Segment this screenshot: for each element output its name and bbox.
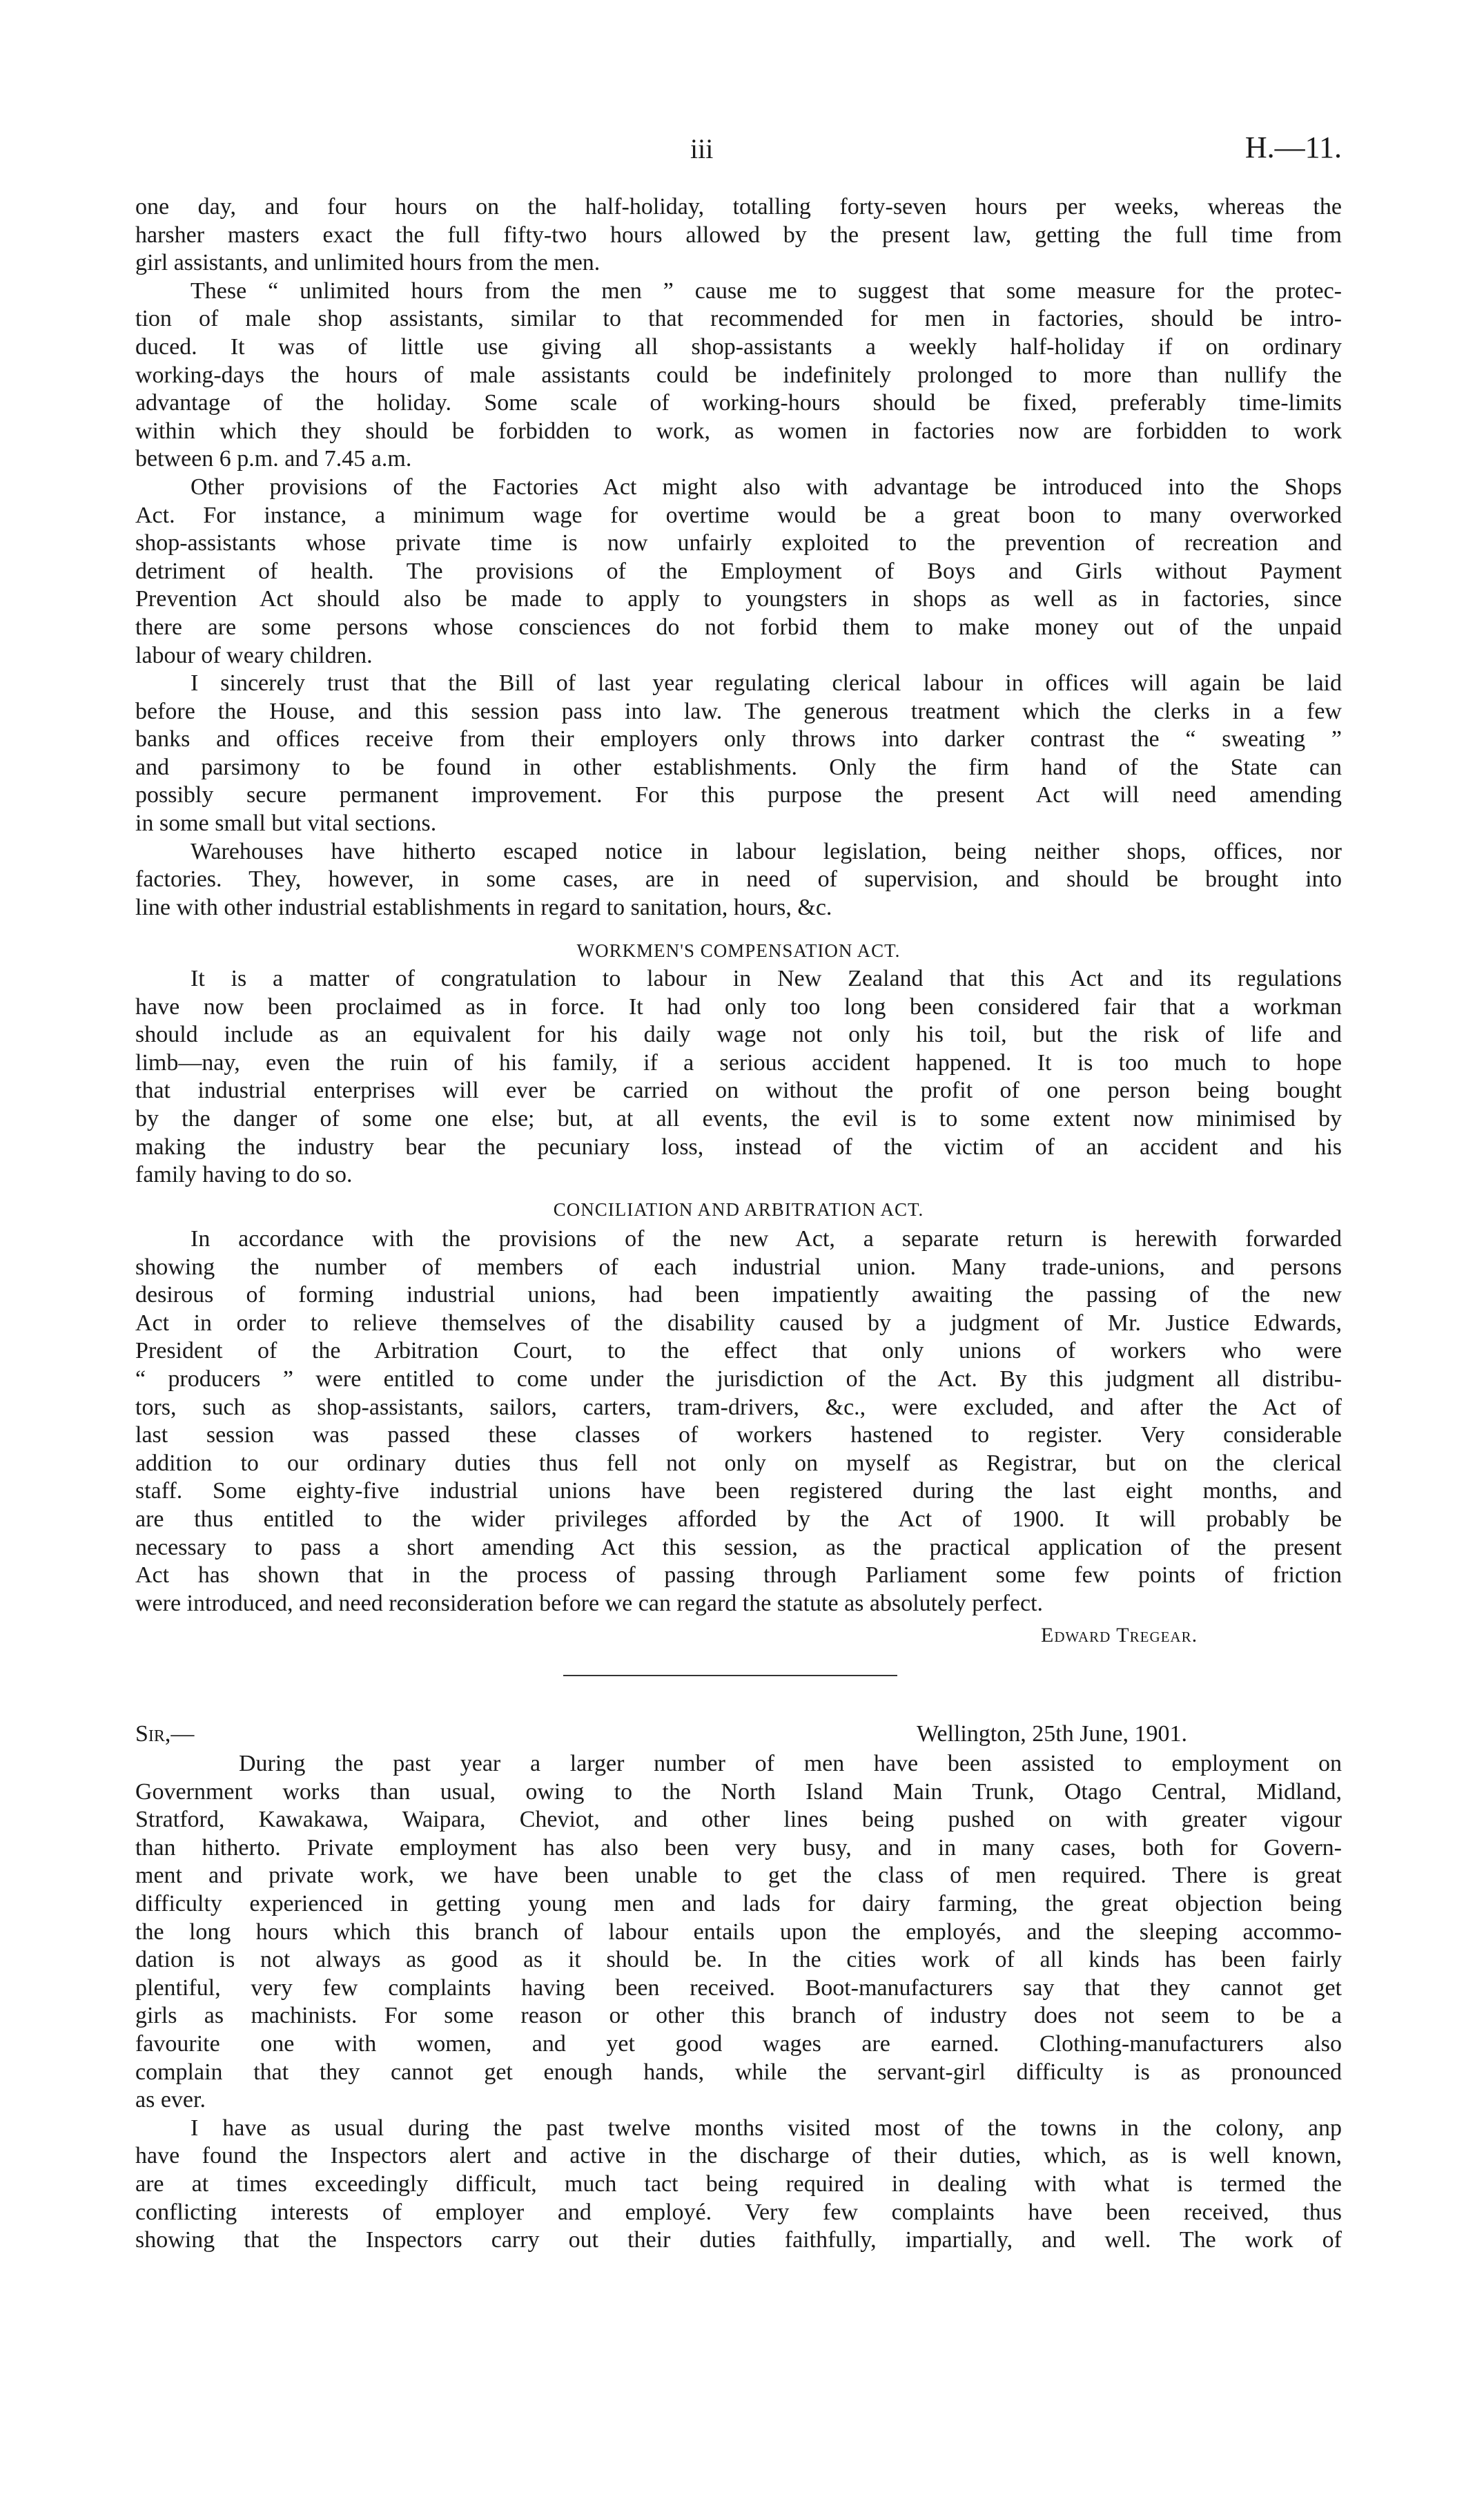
text-line: advantage of the holiday. Some scale of working-hours should be fixed, preferably time-limits: [135, 390, 1342, 416]
paragraph: [135, 2115, 1342, 2255]
paragraph: [135, 1225, 1342, 1618]
text-line: desirous of forming industrial unions, had been impatiently awaiting the passing of the new: [135, 1282, 1342, 1308]
text-line: Act has shown that in the process of passing through Parliament some few points of friction: [135, 1562, 1342, 1589]
text-line: staff. Some eighty-five industrial unions have been registered during the last eight months, and: [135, 1478, 1342, 1504]
conciliation-heading: CONCILIATION AND ARBITRATION ACT.: [553, 1199, 924, 1220]
text-line: Prevention Act should also be made to apply to youngsters in shops as well as in factories, since: [135, 586, 1342, 612]
text-line: I have as usual during the past twelve months visited most of the towns in the colony, anp: [191, 2115, 1342, 2141]
text-line: than hitherto. Private employment has also been very busy, and in many cases, both for Govern-: [135, 1834, 1342, 1861]
text-line: last session was passed these classes of workers hastened to register. Very considerable: [135, 1422, 1342, 1448]
text-line: before the House, and this session pass into law. The generous treatment which the clerks in a few: [135, 698, 1342, 724]
text-line: Warehouses have hitherto escaped notice in labour legislation, being neither shops, offices, nor: [191, 838, 1342, 864]
text-line: detriment of health. The provisions of the Employment of Boys and Girls without Payment: [135, 558, 1342, 584]
text-line: Stratford, Kawakawa, Waipara, Cheviot, and other lines being pushed on with greater vigour: [135, 1807, 1342, 1833]
text-line: ment and private work, we have been unable to get the class of men required. There is great: [135, 1863, 1342, 1889]
text-line: factories. They, however, in some cases, are in need of supervision, and should be brought into: [135, 866, 1342, 893]
text-line: are thus entitled to the wider privileges afforded by the Act of 1900. It will probably be: [135, 1506, 1342, 1532]
text-line: were introduced, and need reconsideration before we can regard the statute as absolutely perfect.: [135, 1590, 1044, 1616]
text-line: between 6 p.m. and 7.45 a.m.: [135, 446, 412, 472]
text-line: girls as machinists. For some reason or other this branch of industry does not seem to be a: [135, 2003, 1342, 2029]
text-line: working-days the hours of male assistants could be indefinitely prolonged to more than nullify the: [135, 362, 1342, 388]
text-line: shop-assistants whose private time is now unfairly exploited to the prevention of recreation and: [135, 530, 1342, 556]
text-line: difficulty experienced in getting young men and lads for dairy farming, the great objection being: [135, 1890, 1342, 1916]
letter-body: [135, 1750, 1342, 2255]
text-line: labour of weary children.: [135, 642, 373, 668]
text-line: complain that they cannot get enough hands, while the servant-girl difficulty is as pronounced: [135, 2059, 1342, 2085]
text-line: dation is not always as good as it should be. In the cities work of all kinds has been fairly: [135, 1947, 1342, 1973]
document-reference: H.—11.: [1244, 130, 1342, 164]
text-line: Act in order to relieve themselves of the disability caused by a judgment of Mr. Justice Edwards,: [135, 1310, 1342, 1336]
text-line: President of the Arbitration Court, to the effect that only unions of workers who were: [135, 1338, 1342, 1364]
letter-salutation: Sir,—: [135, 1721, 195, 1747]
text-line: Other provisions of the Factories Act might also with advantage be introduced into the Shops: [191, 474, 1342, 500]
text-line: addition to our ordinary duties thus fell not only on myself as Registrar, but on the clerical: [135, 1450, 1342, 1476]
text-line: conflicting interests of employer and employé. Very few complaints have been received, thus: [135, 2199, 1342, 2225]
text-line: favourite one with women, and yet good wages are earned. Clothing-manufacturers also: [135, 2030, 1342, 2057]
text-line: line with other industrial establishments in regard to sanitation, hours, &c.: [135, 894, 832, 920]
paragraph: [135, 838, 1342, 922]
text-line: Government works than usual, owing to the North Island Main Trunk, Otago Central, Midland,: [135, 1778, 1342, 1805]
letter-dateline: Wellington, 25th June, 1901.: [917, 1721, 1188, 1747]
text-line: plentiful, very few complaints having been received. Boot-manufacturers say that they cannot get: [135, 1974, 1342, 2001]
text-line: I sincerely trust that the Bill of last year regulating clerical labour in offices will again be laid: [191, 670, 1342, 697]
text-line: family having to do so.: [135, 1162, 353, 1188]
text-line: tion of male shop assistants, similar to that recommended for men in factories, should be intro-: [135, 306, 1342, 332]
text-line: the long hours which this branch of labour entails upon the employés, and the sleeping accommo-: [135, 1919, 1342, 1945]
text-line: have found the Inspectors alert and active in the discharge of their duties, which, as is well known,: [135, 2143, 1342, 2169]
paragraph: [135, 965, 1342, 1190]
page-number: iii: [690, 133, 714, 164]
text-line: as ever.: [135, 2087, 206, 2113]
text-line: one day, and four hours on the half-holiday, totalling forty-seven hours per weeks, whereas the: [135, 194, 1342, 220]
text-line: should include as an equivalent for his daily wage not only his toil, but the risk of life and: [135, 1022, 1342, 1048]
text-line: harsher masters exact the full fifty-two hours allowed by the present law, getting the full time from: [135, 222, 1342, 248]
text-line: It is a matter of congratulation to labour in New Zealand that this Act and its regulations: [191, 966, 1342, 991]
text-line: duced. It was of little use giving all shop-assistants a weekly half-holiday if on ordinary: [135, 333, 1342, 360]
text-line: These “ unlimited hours from the men ” cause me to suggest that some measure for the protec-: [191, 278, 1342, 304]
text-line: and parsimony to be found in other establishments. Only the firm hand of the State can: [135, 754, 1342, 780]
text-line: in some small but vital sections.: [135, 810, 437, 837]
workmens-compensation-heading: WORKMEN'S COMPENSATION ACT.: [576, 940, 901, 961]
paragraph: [135, 193, 1342, 278]
text-line: Act. For instance, a minimum wage for overtime would be a great boon to many overworked: [135, 502, 1342, 528]
text-line: showing the number of members of each industrial union. Many trade-unions, and persons: [135, 1254, 1342, 1280]
text-line: limb—nay, even the ruin of his family, if a serious accident happened. It is too much to hope: [135, 1049, 1342, 1076]
text-line: necessary to pass a short amending Act this session, as the practical application of the present: [135, 1534, 1342, 1560]
text-line: possibly secure permanent improvement. For this purpose the present Act will need amending: [135, 782, 1342, 808]
text-line: within which they should be forbidden to work, as women in factories now are forbidden to work: [135, 418, 1342, 444]
text-line: are at times exceedingly difficult, much tact being required in dealing with what is termed the: [135, 2171, 1342, 2197]
signature: Edward Tregear.: [1041, 1624, 1198, 1647]
paragraph: [135, 670, 1342, 838]
section-divider: [563, 1675, 897, 1676]
text-line: there are some persons whose consciences do not forbid them to make money out of the unpaid: [135, 614, 1342, 640]
text-line: tors, such as shop-assistants, sailors, carters, tram-drivers, &c., were excluded, and after the Act of: [135, 1394, 1342, 1420]
text-line: In accordance with the provisions of the new Act, a separate return is herewith forwarded: [191, 1226, 1342, 1252]
text-line: banks and offices receive from their employers only throws into darker contrast the “ sweating ”: [135, 726, 1342, 753]
paragraph: [135, 474, 1342, 670]
text-line: “ producers ” were entitled to come under the jurisdiction of the Act. By this judgment all distribu-: [135, 1366, 1342, 1392]
text-line: showing that the Inspectors carry out their duties faithfully, impartially, and well. The work of: [135, 2227, 1342, 2253]
text-line: During the past year a larger number of men have been assisted to employment on: [239, 1751, 1342, 1776]
workmens-compensation-section: [135, 965, 1342, 1190]
conciliation-section: [135, 1225, 1342, 1618]
text-line: that industrial enterprises will ever be carried on without the profit of one person being bought: [135, 1078, 1342, 1104]
paragraph: [135, 1750, 1342, 2115]
text-line: girl assistants, and unlimited hours from the men.: [135, 250, 601, 276]
paragraph: [135, 278, 1342, 474]
shops-act-section: [135, 193, 1342, 922]
text-line: have now been proclaimed as in force. It had only too long been considered fair that a workman: [135, 993, 1342, 1020]
text-line: by the danger of some one else; but, at all events, the evil is to some extent now minimised by: [135, 1105, 1342, 1132]
text-line: making the industry bear the pecuniary loss, instead of the victim of an accident and his: [135, 1134, 1342, 1160]
